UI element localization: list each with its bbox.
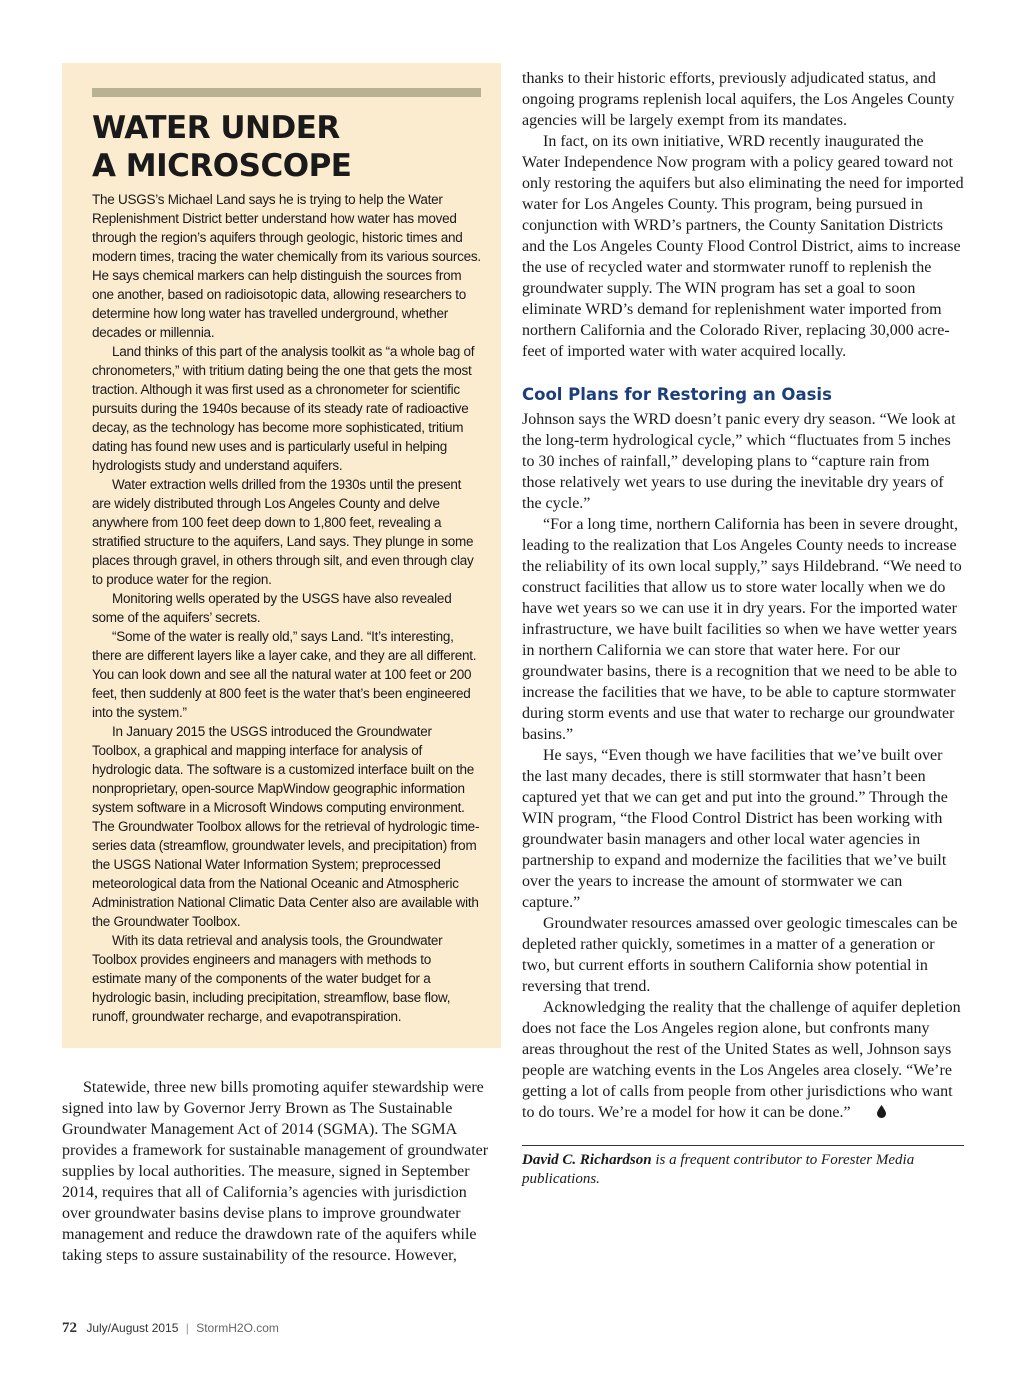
author-bio-text: is a frequent contributor to Forester Media publications. — [522, 1152, 915, 1187]
sidebar-paragraph: The USGS’s Michael Land says he is trying to help the Water Replenishment District better understand how water has moved through the region’s aquifers through geologic, historic times and modern times, tracing the water chemically from its various sources. He says chemical markers can help distinguish the sources from one another, based on radioisotopic data, allowing researchers to determine how long water has travelled underground, whether decades or millennia. — [92, 192, 481, 340]
left-column-body — [62, 1077, 496, 1266]
body-paragraph: “For a long time, northern California has been in severe drought, leading to the realization that Los Angeles County needs to increase the reliability of its own local supply,” says Hildebrand. “We need to construct facilities that allow us to store water locally when we do have wet years so we can use it in dry years. For the imported water infrastructure, we have built facilities so when we have wetter years in northern California we can store that water here. For our groundwater basins, there is a recognition that we need to be able to increase the facilities that we have, to be able to capture stormwater during storm events and use that water to recharge our groundwater basins.” — [522, 516, 962, 743]
sidebar-box — [62, 63, 501, 1048]
right-column-body — [522, 68, 964, 1189]
final-paragraph-text: Acknowledging the reality that the challenge of aquifer depletion does not face the Los Angeles region alone, but confronts many areas throughout the rest of the United States as well, Johnson says people are watching events in the Los Angeles area closely. “We’re getting a lot of calls from people from other jurisdictions who want to do tours. We’re a model for how it can be done.” — [522, 999, 961, 1121]
sidebar-paragraph: Land thinks of this part of the analysis toolkit as “a whole bag of chronometers,” with tritium dating being the one that gets the most traction. Although it was first used as a chronometer for scientific pursuits during the 1940s because of its steady rate of radioactive decay, as the technology has become more sophisticated, tritium dating has found new uses and is particularly useful in helping hydrologists study and understand aquifers. — [92, 344, 475, 473]
body-paragraph: In fact, on its own initiative, WRD recently inaugurated the Water Independence Now program with a policy geared toward not only restoring the aquifers but also eliminating the need for imported water for Los Angeles County. This program, being pursued in conjunction with WRD’s partners, the County Sanitation Districts and the Los Angeles County Flood Control District, aims to increase the use of recycled water and stormwater runoff to replenish the groundwater supply. The WIN program has set a goal to soon eliminate WRD’s demand for replenishment water imported from northern California and the Colorado River, replacing 30,000 acre-feet of imported water with water acquired locally. — [522, 133, 964, 360]
sidebar-body — [92, 190, 481, 1026]
author-bio — [522, 1151, 964, 1189]
website-link[interactable]: StormH2O.com — [196, 1321, 279, 1335]
author-name: David C. Richardson — [522, 1152, 652, 1168]
body-paragraph — [522, 997, 964, 1123]
body-paragraph: He says, “Even though we have facilities that we’ve built over the last many decades, there is still stormwater that hasn’t been captured yet that we can get and put into the ground.” Through the WIN program, “the Flood Control District has been working with groundwater basin managers and other local water agencies in partnership to expand and modernize the facilities that we’ve built over the years to increase the amount of stormwater we can capture.” — [522, 747, 948, 911]
body-paragraph: Groundwater resources amassed over geologic timescales can be depleted rather quickly, sometimes in a matter of a generation or two, but current efforts in southern California show potential in reversing that trend. — [522, 915, 958, 995]
sidebar-title-line-1: WATER UNDER — [92, 110, 340, 146]
page-number: 72 — [62, 1320, 77, 1336]
water-drop-icon — [856, 1103, 865, 1116]
issue-date: July/August 2015 — [86, 1321, 179, 1335]
section-subhead: Cool Plans for Restoring an Oasis — [522, 385, 832, 404]
sidebar-paragraph: In January 2015 the USGS introduced the Groundwater Toolbox, a graphical and mapping interface for analysis of hydrologic data. The software is a customized interface built on the nonproprietary, open-source MapWindow geographic information system software in a Microsoft Windows computing environment. The Groundwater Toolbox allows for the retrieval of hydrologic time-series data (streamflow, groundwater levels, and precipitation) from the USGS National Water Information System; preprocessed meteorological data from the National Oceanic and Atmospheric Administration National Climatic Data Center also are available with the Groundwater Toolbox. — [92, 724, 480, 929]
sidebar-title — [92, 109, 481, 185]
footer-separator: | — [185, 1321, 189, 1335]
body-paragraph: thanks to their historic efforts, previously adjudicated status, and ongoing programs replenish local aquifers, the Los Angeles County agencies will be largely exempt from its mandates. — [522, 70, 955, 129]
sidebar-top-rule — [92, 88, 481, 97]
sidebar-title-line-2: A MICROSCOPE — [92, 148, 352, 184]
sidebar-paragraph: Water extraction wells drilled from the 1930s until the present are widely distributed through Los Angeles County and delve anywhere from 100 feet deep down to 1,800 feet, revealing a stratified structure to the aquifers, Land says. They plunge in some places through gravel, in others through silt, and even through clay to produce water for the region. — [92, 477, 474, 587]
page-footer — [62, 1320, 279, 1337]
sidebar-paragraph: With its data retrieval and analysis tools, the Groundwater Toolbox provides engineers and managers with methods to estimate many of the components of the water budget for a hydrologic basin, including precipitation, streamflow, base flow, runoff, groundwater recharge, and evapotranspiration. — [92, 933, 451, 1024]
body-paragraph: Johnson says the WRD doesn’t panic every dry season. “We look at the long-term hydrological cycle,” which “fluctuates from 5 inches to 30 inches of rainfall,” developing plans to “capture rain from those relatively wet years to use during the inevitable dry years of the cycle.” — [522, 411, 956, 512]
sidebar-paragraph: “Some of the water is really old,” says Land. “It’s interesting, there are different layers like a layer cake, and they are all different. You can look down and see all the natural water at 100 feet or 200 feet, then suddenly at 800 feet is the water that’s been engineered into the system.” — [92, 629, 477, 720]
bio-divider — [522, 1145, 964, 1146]
sidebar-paragraph: Monitoring wells operated by the USGS have also revealed some of the aquifers’ secrets. — [92, 591, 452, 625]
body-paragraph: Statewide, three new bills promoting aquifer stewardship were signed into law by Governor Jerry Brown as The Sustainable Groundwater Management Act of 2014 (SGMA). The SGMA provides a framework for sustainable management of groundwater supplies by local authorities. The measure, signed in September 2014, requires that all of California’s agencies with jurisdiction over groundwater basins devise plans to improve groundwater management and reduce the drawdown rate of the aquifers while taking steps to assure sustainability of the resource. However, — [62, 1079, 489, 1264]
